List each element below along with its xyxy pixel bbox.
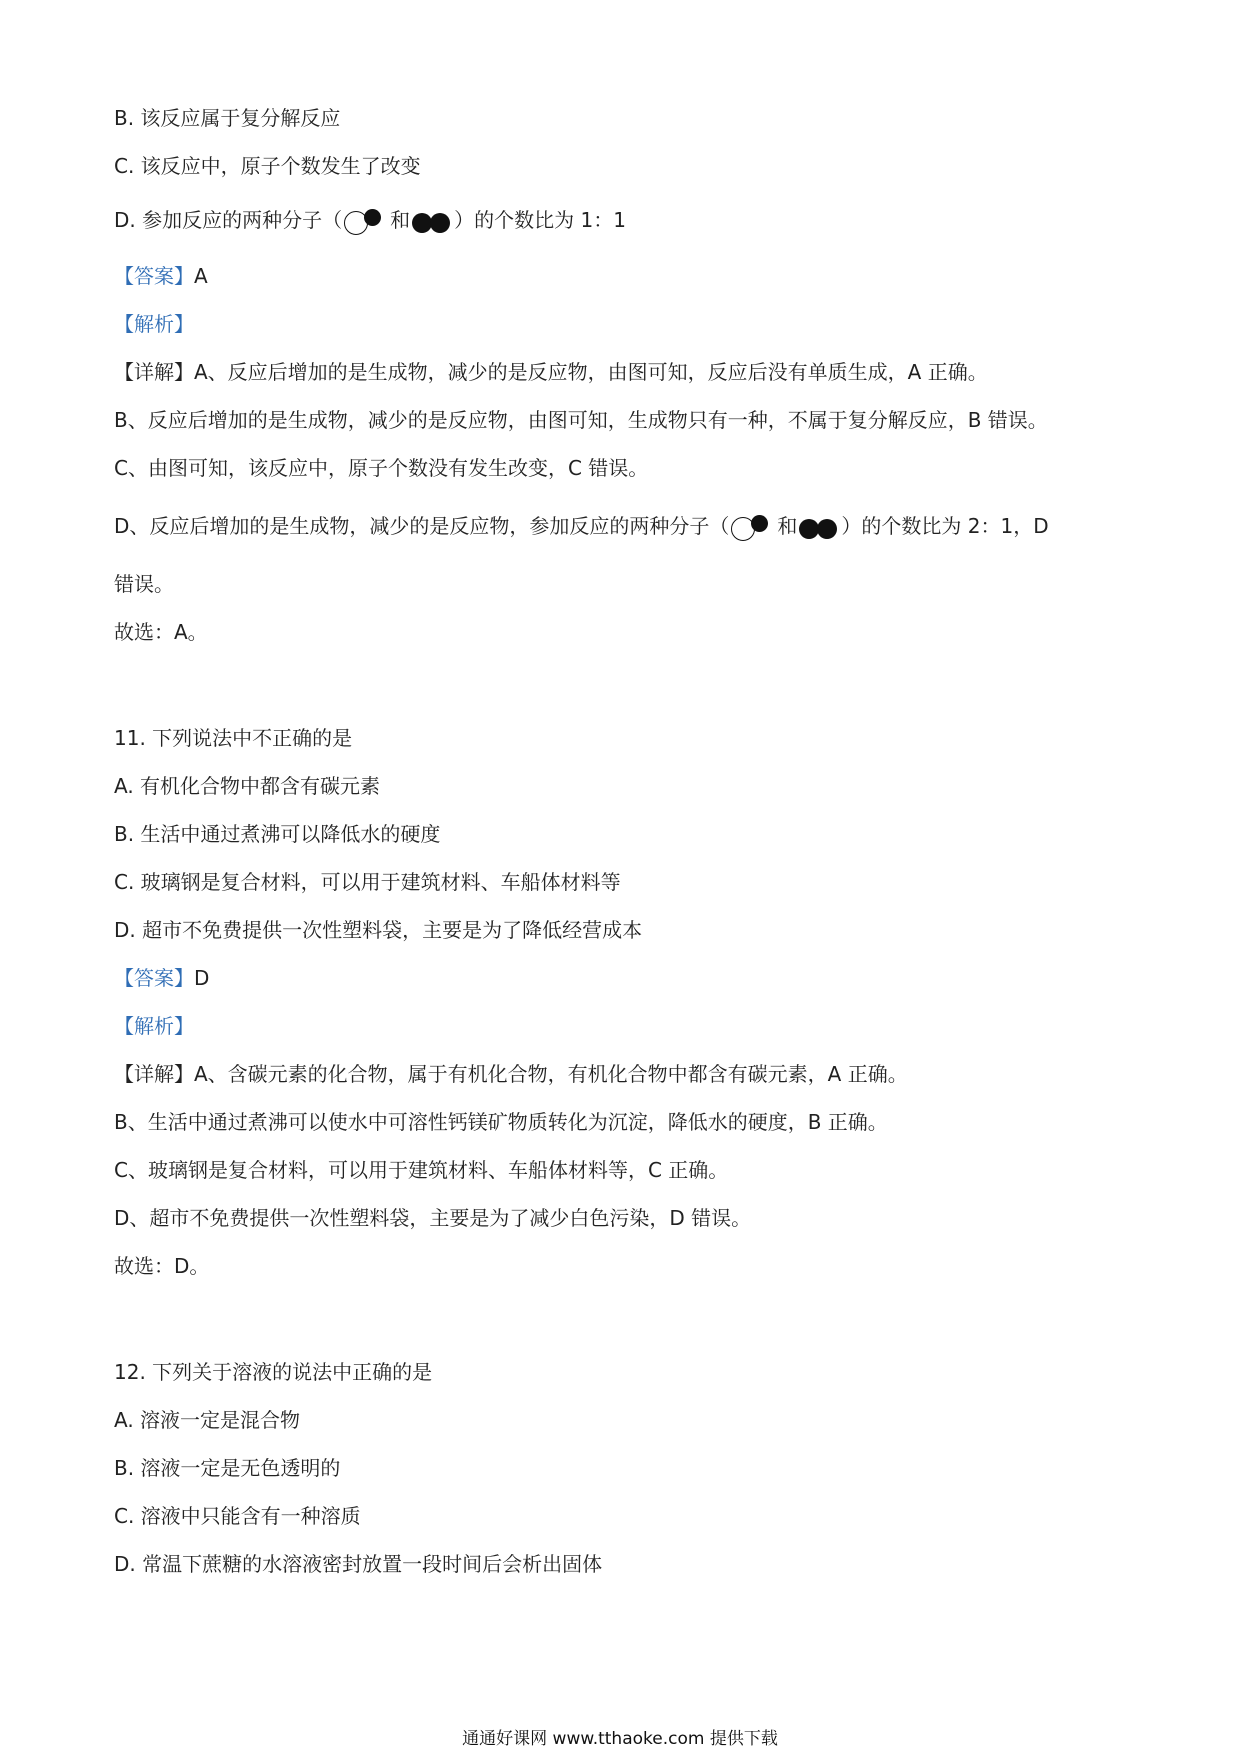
molecule-open-dot-icon [729,513,777,543]
detail-text: A、含碳元素的化合物，属于有机化合物，有机化合物中都含有碳元素，A 正确。 [194,1062,908,1086]
q11-question: 11. 下列说法中不正确的是 [114,726,353,750]
answer-label: 【答案】 [114,966,194,990]
q11-option-a: A. 有机化合物中都含有碳元素 [114,774,381,798]
page-footer: 通通好课网 www.tthaoke.com 提供下载 [462,1729,778,1749]
q10-option-d-suffix: ）的个数比为 1：1 [454,208,626,232]
q10-option-c: C. 该反应中，原子个数发生了改变 [114,154,421,178]
detail-label: 【详解】 [114,360,194,384]
q10-analysis-label [114,310,194,338]
q10-detail-d [114,512,1049,543]
q11-detail-a [114,1060,908,1088]
answer-value: D [194,966,210,990]
q10-choice: 故选：A。 [114,620,208,644]
q12-option-d: D. 常温下蔗糖的水溶液密封放置一段时间后会析出固体 [114,1552,603,1576]
q11-choice: 故选：D。 [114,1254,210,1278]
detail-label: 【详解】 [114,1062,194,1086]
answer-label: 【答案】 [114,264,194,288]
q10-option-d-prefix: D. 参加反应的两种分子（ [114,208,343,232]
detail-d-prefix: D、反应后增加的是生成物，减少的是反应物，参加反应的两种分子（ [114,514,730,538]
q12-option-c: C. 溶液中只能含有一种溶质 [114,1504,361,1528]
detail-text: A、反应后增加的是生成物，减少的是反应物，由图可知，反应后没有单质生成，A 正确。 [194,360,988,384]
q10-detail-d-continued: 错误。 [114,572,174,596]
q11-detail-b: B、生活中通过煮沸可以使水中可溶性钙镁矿物质转化为沉淀，降低水的硬度，B 正确。 [114,1110,888,1134]
q11-detail-c: C、玻璃钢是复合材料，可以用于建筑材料、车船体材料等，C 正确。 [114,1158,729,1182]
q11-option-c: C. 玻璃钢是复合材料，可以用于建筑材料、车船体材料等 [114,870,621,894]
q10-option-d [114,206,626,237]
molecule-open-dot-icon [342,207,390,237]
q11-analysis-label [114,1012,194,1040]
analysis-label: 【解析】 [114,312,194,336]
detail-d-suffix: ）的个数比为 2：1，D [841,514,1049,538]
q12-question: 12. 下列关于溶液的说法中正确的是 [114,1360,433,1384]
molecule-double-dot-icon [797,513,841,543]
q11-option-d: D. 超市不免费提供一次性塑料袋，主要是为了降低经营成本 [114,918,643,942]
q10-option-b: B. 该反应属于复分解反应 [114,106,341,130]
q10-option-d-and: 和 [390,208,411,232]
q12-option-b: B. 溶液一定是无色透明的 [114,1456,341,1480]
q10-detail-c: C、由图可知，该反应中，原子个数没有发生改变，C 错误。 [114,456,649,480]
q11-detail-d: D、超市不免费提供一次性塑料袋，主要是为了减少白色污染，D 错误。 [114,1206,752,1230]
q10-detail-a [114,358,988,386]
q10-detail-b: B、反应后增加的是生成物，减少的是反应物，由图可知，生成物只有一种，不属于复分解反应，B 错误。 [114,408,1048,432]
q10-answer [114,262,208,290]
analysis-label: 【解析】 [114,1014,194,1038]
q12-option-a: A. 溶液一定是混合物 [114,1408,301,1432]
q11-option-b: B. 生活中通过煮沸可以降低水的硬度 [114,822,441,846]
detail-d-and: 和 [777,514,798,538]
molecule-double-dot-icon [410,207,454,237]
q11-answer [114,964,209,992]
answer-value: A [194,264,208,288]
